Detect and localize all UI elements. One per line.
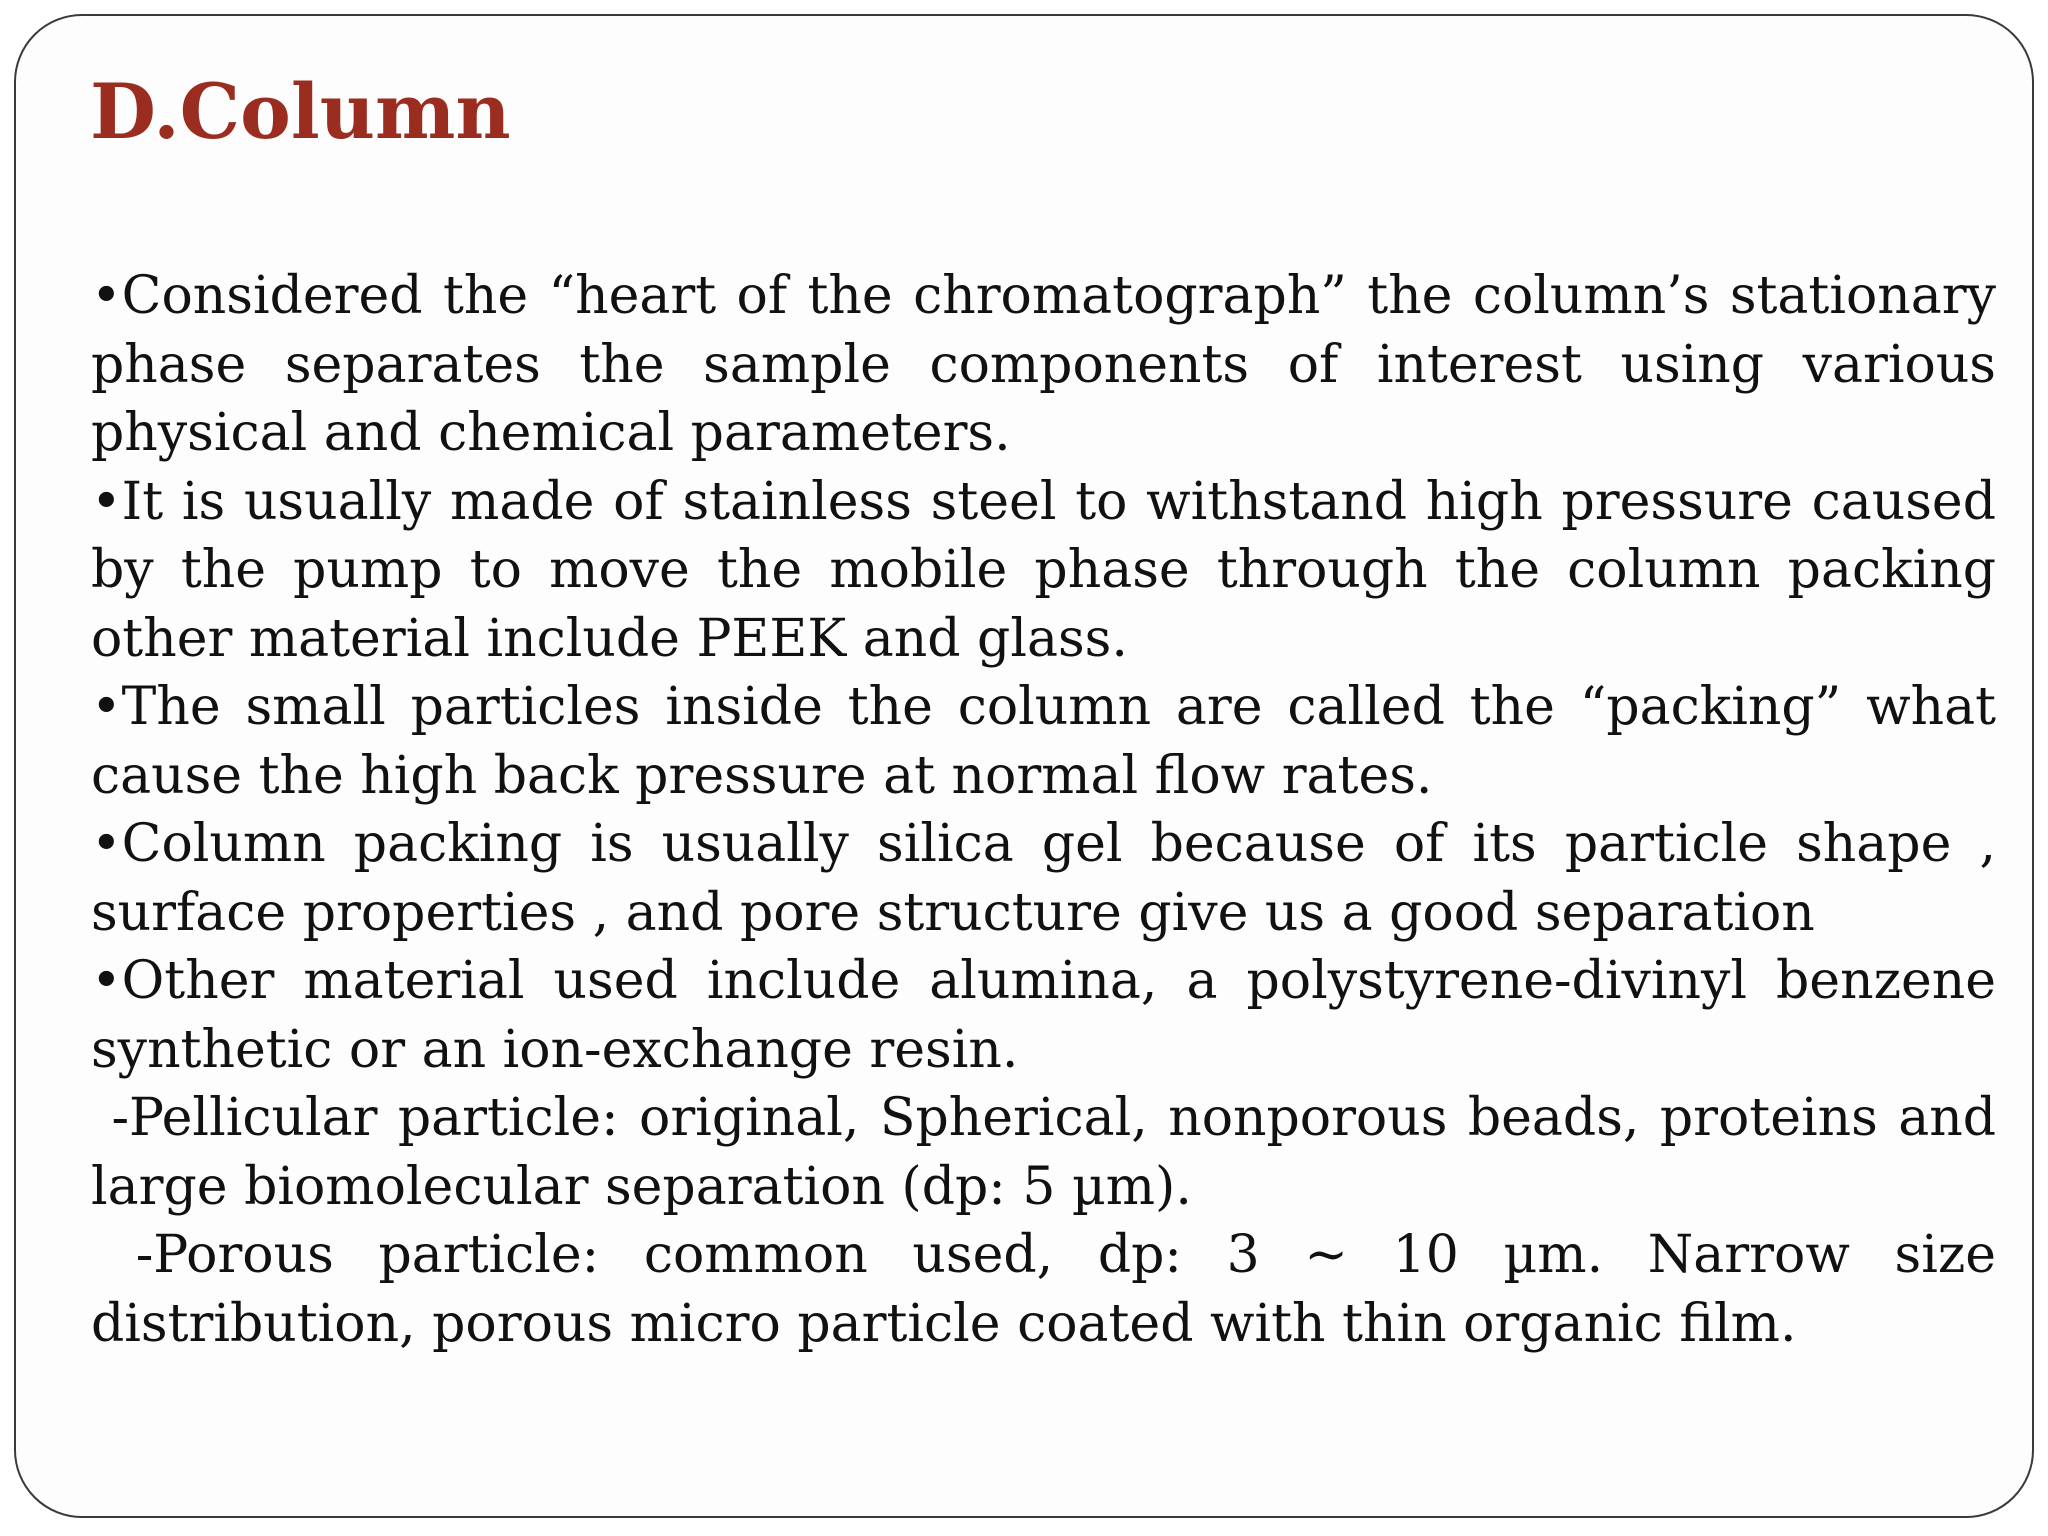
sub-item-pellicular-particle: -Pellicular particle: original, Spherical, nonporous beads, proteins and large biomolecular separation (dp: 5 µm). <box>91 1088 2013 1217</box>
sub-item-porous-particle: -Porous particle: common used, dp: 3 ~ 10 µm. Narrow size distribution, porous micro particle coated with thin organic film. <box>91 1225 2013 1354</box>
bullet-other-material: •Other material used include alumina, a polystyrene-divinyl benzene synthetic or an ion-exchange resin. <box>91 951 1996 1080</box>
bullet-heart-of-chromatograph: •Considered the “heart of the chromatograph” the column’s stationary phase separates the sample components of interest using various physical and chemical parameters. <box>91 266 1996 463</box>
slide-title: D.Column <box>90 67 511 156</box>
bullet-packing-particles: •The small particles inside the column are called the “packing” what cause the high back pressure at normal flow rates. <box>91 677 1996 806</box>
bullet-silica-gel: •Column packing is usually silica gel because of its particle shape , surface properties , and pore structure give us a good separation <box>91 814 1996 943</box>
slide-body <box>91 262 2013 1358</box>
bullet-stainless-steel: •It is usually made of stainless steel to withstand high pressure caused by the pump to move the mobile phase through the column packing other material include PEEK and glass. <box>91 471 1996 669</box>
slide-frame <box>14 14 2034 1518</box>
